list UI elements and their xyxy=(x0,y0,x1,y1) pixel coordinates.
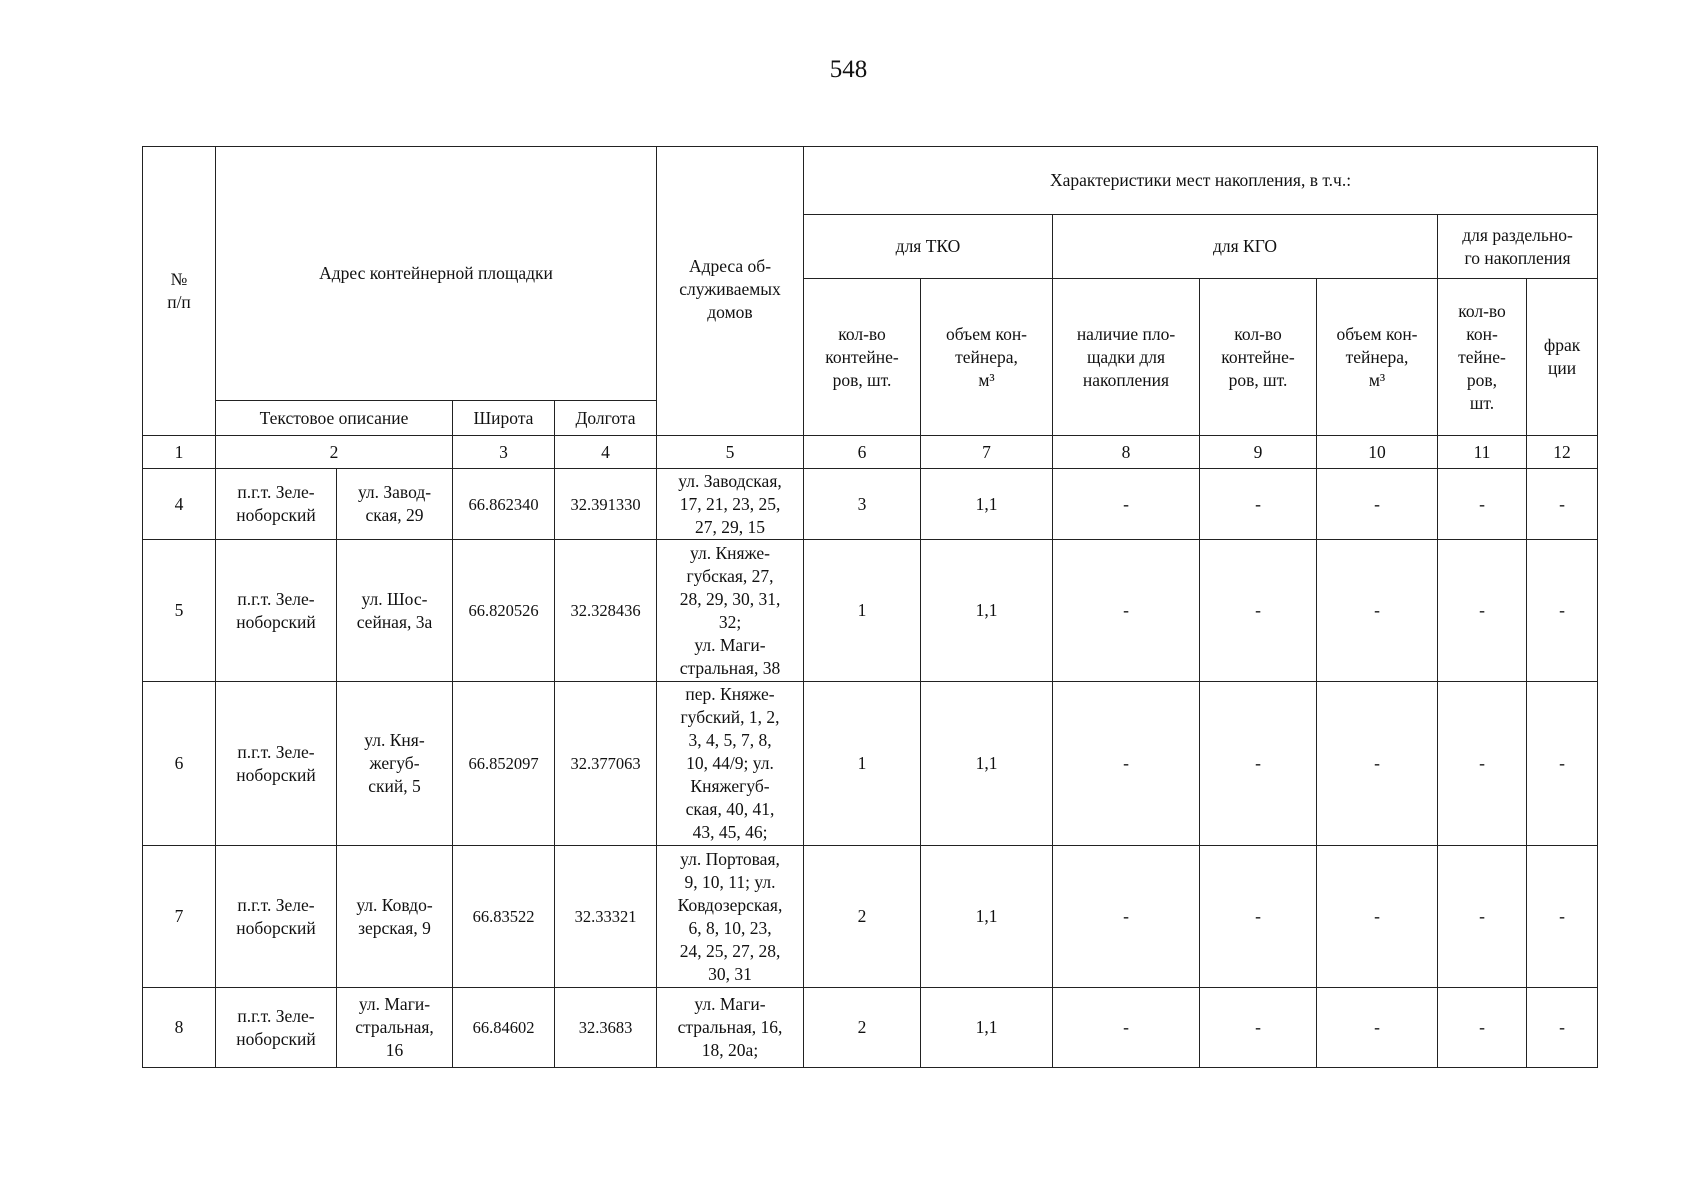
header-text-description: Текстовое описание xyxy=(216,401,453,436)
row-kgo-count: - xyxy=(1200,540,1317,682)
row-tko-volume: 1,1 xyxy=(921,682,1053,846)
row-settlement: п.г.т. Зеле- ноборский xyxy=(216,540,337,682)
row-tko-count: 2 xyxy=(804,846,921,988)
header-separate-fraction: фрак ции xyxy=(1527,279,1598,436)
row-street: ул. Завод- ская, 29 xyxy=(337,469,453,540)
header-tko-count: кол-во контейне- ров, шт. xyxy=(804,279,921,436)
row-separate-count: - xyxy=(1438,988,1527,1068)
row-settlement: п.г.т. Зеле- ноборский xyxy=(216,846,337,988)
row-kgo-site: - xyxy=(1053,469,1200,540)
row-kgo-volume: - xyxy=(1317,540,1438,682)
row-latitude: 66.820526 xyxy=(453,540,555,682)
page-number: 548 xyxy=(829,56,868,83)
row-separate-fraction: - xyxy=(1527,682,1598,846)
header-characteristics: Характеристики мест накопления, в т.ч.: xyxy=(804,147,1598,215)
column-number-6: 6 xyxy=(804,436,921,469)
row-tko-volume: 1,1 xyxy=(921,540,1053,682)
header-tko: для ТКО xyxy=(804,215,1053,279)
row-tko-volume: 1,1 xyxy=(921,469,1053,540)
header-kgo-volume: объем кон- тейнера, м³ xyxy=(1317,279,1438,436)
row-longitude: 32.328436 xyxy=(555,540,657,682)
row-kgo-count: - xyxy=(1200,682,1317,846)
row-separate-count: - xyxy=(1438,540,1527,682)
row-kgo-volume: - xyxy=(1317,469,1438,540)
row-served-houses: ул. Портовая, 9, 10, 11; ул. Ковдозерская, 6, 8, 10, 23, 24, 25, 27, 28, 30, 31 xyxy=(657,846,804,988)
row-separate-fraction: - xyxy=(1527,988,1598,1068)
table-row xyxy=(143,682,1598,846)
header-served-houses: Адреса об- служиваемых домов xyxy=(657,147,804,436)
table-row xyxy=(143,988,1598,1068)
row-tko-volume: 1,1 xyxy=(921,988,1053,1068)
header-address: Адрес контейнерной площадки xyxy=(216,147,657,401)
table-row xyxy=(143,469,1598,540)
row-street: ул. Кня- жегуб- ский, 5 xyxy=(337,682,453,846)
row-served-houses: ул. Княже- губская, 27, 28, 29, 30, 31, 32; ул. Маги- стральная, 38 xyxy=(657,540,804,682)
header-longitude: Долгота xyxy=(555,401,657,436)
row-settlement: п.г.т. Зеле- ноборский xyxy=(216,682,337,846)
row-kgo-count: - xyxy=(1200,988,1317,1068)
column-number-2: 2 xyxy=(216,436,453,469)
row-served-houses: пер. Княже- губский, 1, 2, 3, 4, 5, 7, 8, 10, 44/9; ул. Княжегуб- ская, 40, 41, 43, 45, 46; xyxy=(657,682,804,846)
row-served-houses: ул. Заводская, 17, 21, 23, 25, 27, 29, 15 xyxy=(657,469,804,540)
row-kgo-count: - xyxy=(1200,469,1317,540)
header-tko-volume: объем кон- тейнера, м³ xyxy=(921,279,1053,436)
row-longitude: 32.33321 xyxy=(555,846,657,988)
column-number-5: 5 xyxy=(657,436,804,469)
row-longitude: 32.391330 xyxy=(555,469,657,540)
row-tko-count: 2 xyxy=(804,988,921,1068)
row-num: 5 xyxy=(143,540,216,682)
column-number-8: 8 xyxy=(1053,436,1200,469)
header-latitude: Широта xyxy=(453,401,555,436)
column-number-7: 7 xyxy=(921,436,1053,469)
row-street: ул. Ковдо- зерская, 9 xyxy=(337,846,453,988)
row-tko-count: 3 xyxy=(804,469,921,540)
column-number-3: 3 xyxy=(453,436,555,469)
header-kgo-count: кол-во контейне- ров, шт. xyxy=(1200,279,1317,436)
column-number-4: 4 xyxy=(555,436,657,469)
column-number-9: 9 xyxy=(1200,436,1317,469)
row-longitude: 32.377063 xyxy=(555,682,657,846)
header-separate-count: кол-во кон- тейне- ров, шт. xyxy=(1438,279,1527,436)
column-number-1: 1 xyxy=(143,436,216,469)
column-number-12: 12 xyxy=(1527,436,1598,469)
row-kgo-volume: - xyxy=(1317,682,1438,846)
row-separate-fraction: - xyxy=(1527,540,1598,682)
row-kgo-site: - xyxy=(1053,988,1200,1068)
row-longitude: 32.3683 xyxy=(555,988,657,1068)
header-num: № п/п xyxy=(143,147,216,436)
row-kgo-volume: - xyxy=(1317,988,1438,1068)
row-tko-count: 1 xyxy=(804,540,921,682)
table-row xyxy=(143,540,1598,682)
row-latitude: 66.862340 xyxy=(453,469,555,540)
row-separate-fraction: - xyxy=(1527,846,1598,988)
row-separate-count: - xyxy=(1438,846,1527,988)
row-num: 7 xyxy=(143,846,216,988)
header-kgo-site: наличие пло- щадки для накопления xyxy=(1053,279,1200,436)
row-latitude: 66.83522 xyxy=(453,846,555,988)
row-settlement: п.г.т. Зеле- ноборский xyxy=(216,469,337,540)
row-kgo-site: - xyxy=(1053,846,1200,988)
row-street: ул. Шос- сейная, 3а xyxy=(337,540,453,682)
row-kgo-volume: - xyxy=(1317,846,1438,988)
column-number-11: 11 xyxy=(1438,436,1527,469)
row-num: 8 xyxy=(143,988,216,1068)
row-served-houses: ул. Маги- стральная, 16, 18, 20а; xyxy=(657,988,804,1068)
row-kgo-site: - xyxy=(1053,682,1200,846)
row-separate-count: - xyxy=(1438,682,1527,846)
row-tko-volume: 1,1 xyxy=(921,846,1053,988)
row-latitude: 66.852097 xyxy=(453,682,555,846)
table-row xyxy=(143,846,1598,988)
row-num: 6 xyxy=(143,682,216,846)
row-latitude: 66.84602 xyxy=(453,988,555,1068)
row-street: ул. Маги- стральная, 16 xyxy=(337,988,453,1068)
row-separate-fraction: - xyxy=(1527,469,1598,540)
row-num: 4 xyxy=(143,469,216,540)
row-kgo-count: - xyxy=(1200,846,1317,988)
row-separate-count: - xyxy=(1438,469,1527,540)
container-site-registry-table xyxy=(142,146,1598,1068)
column-number-10: 10 xyxy=(1317,436,1438,469)
row-tko-count: 1 xyxy=(804,682,921,846)
row-settlement: п.г.т. Зеле- ноборский xyxy=(216,988,337,1068)
row-kgo-site: - xyxy=(1053,540,1200,682)
header-separate-collection: для раздельно- го накопления xyxy=(1438,215,1598,279)
header-kgo: для КГО xyxy=(1053,215,1438,279)
